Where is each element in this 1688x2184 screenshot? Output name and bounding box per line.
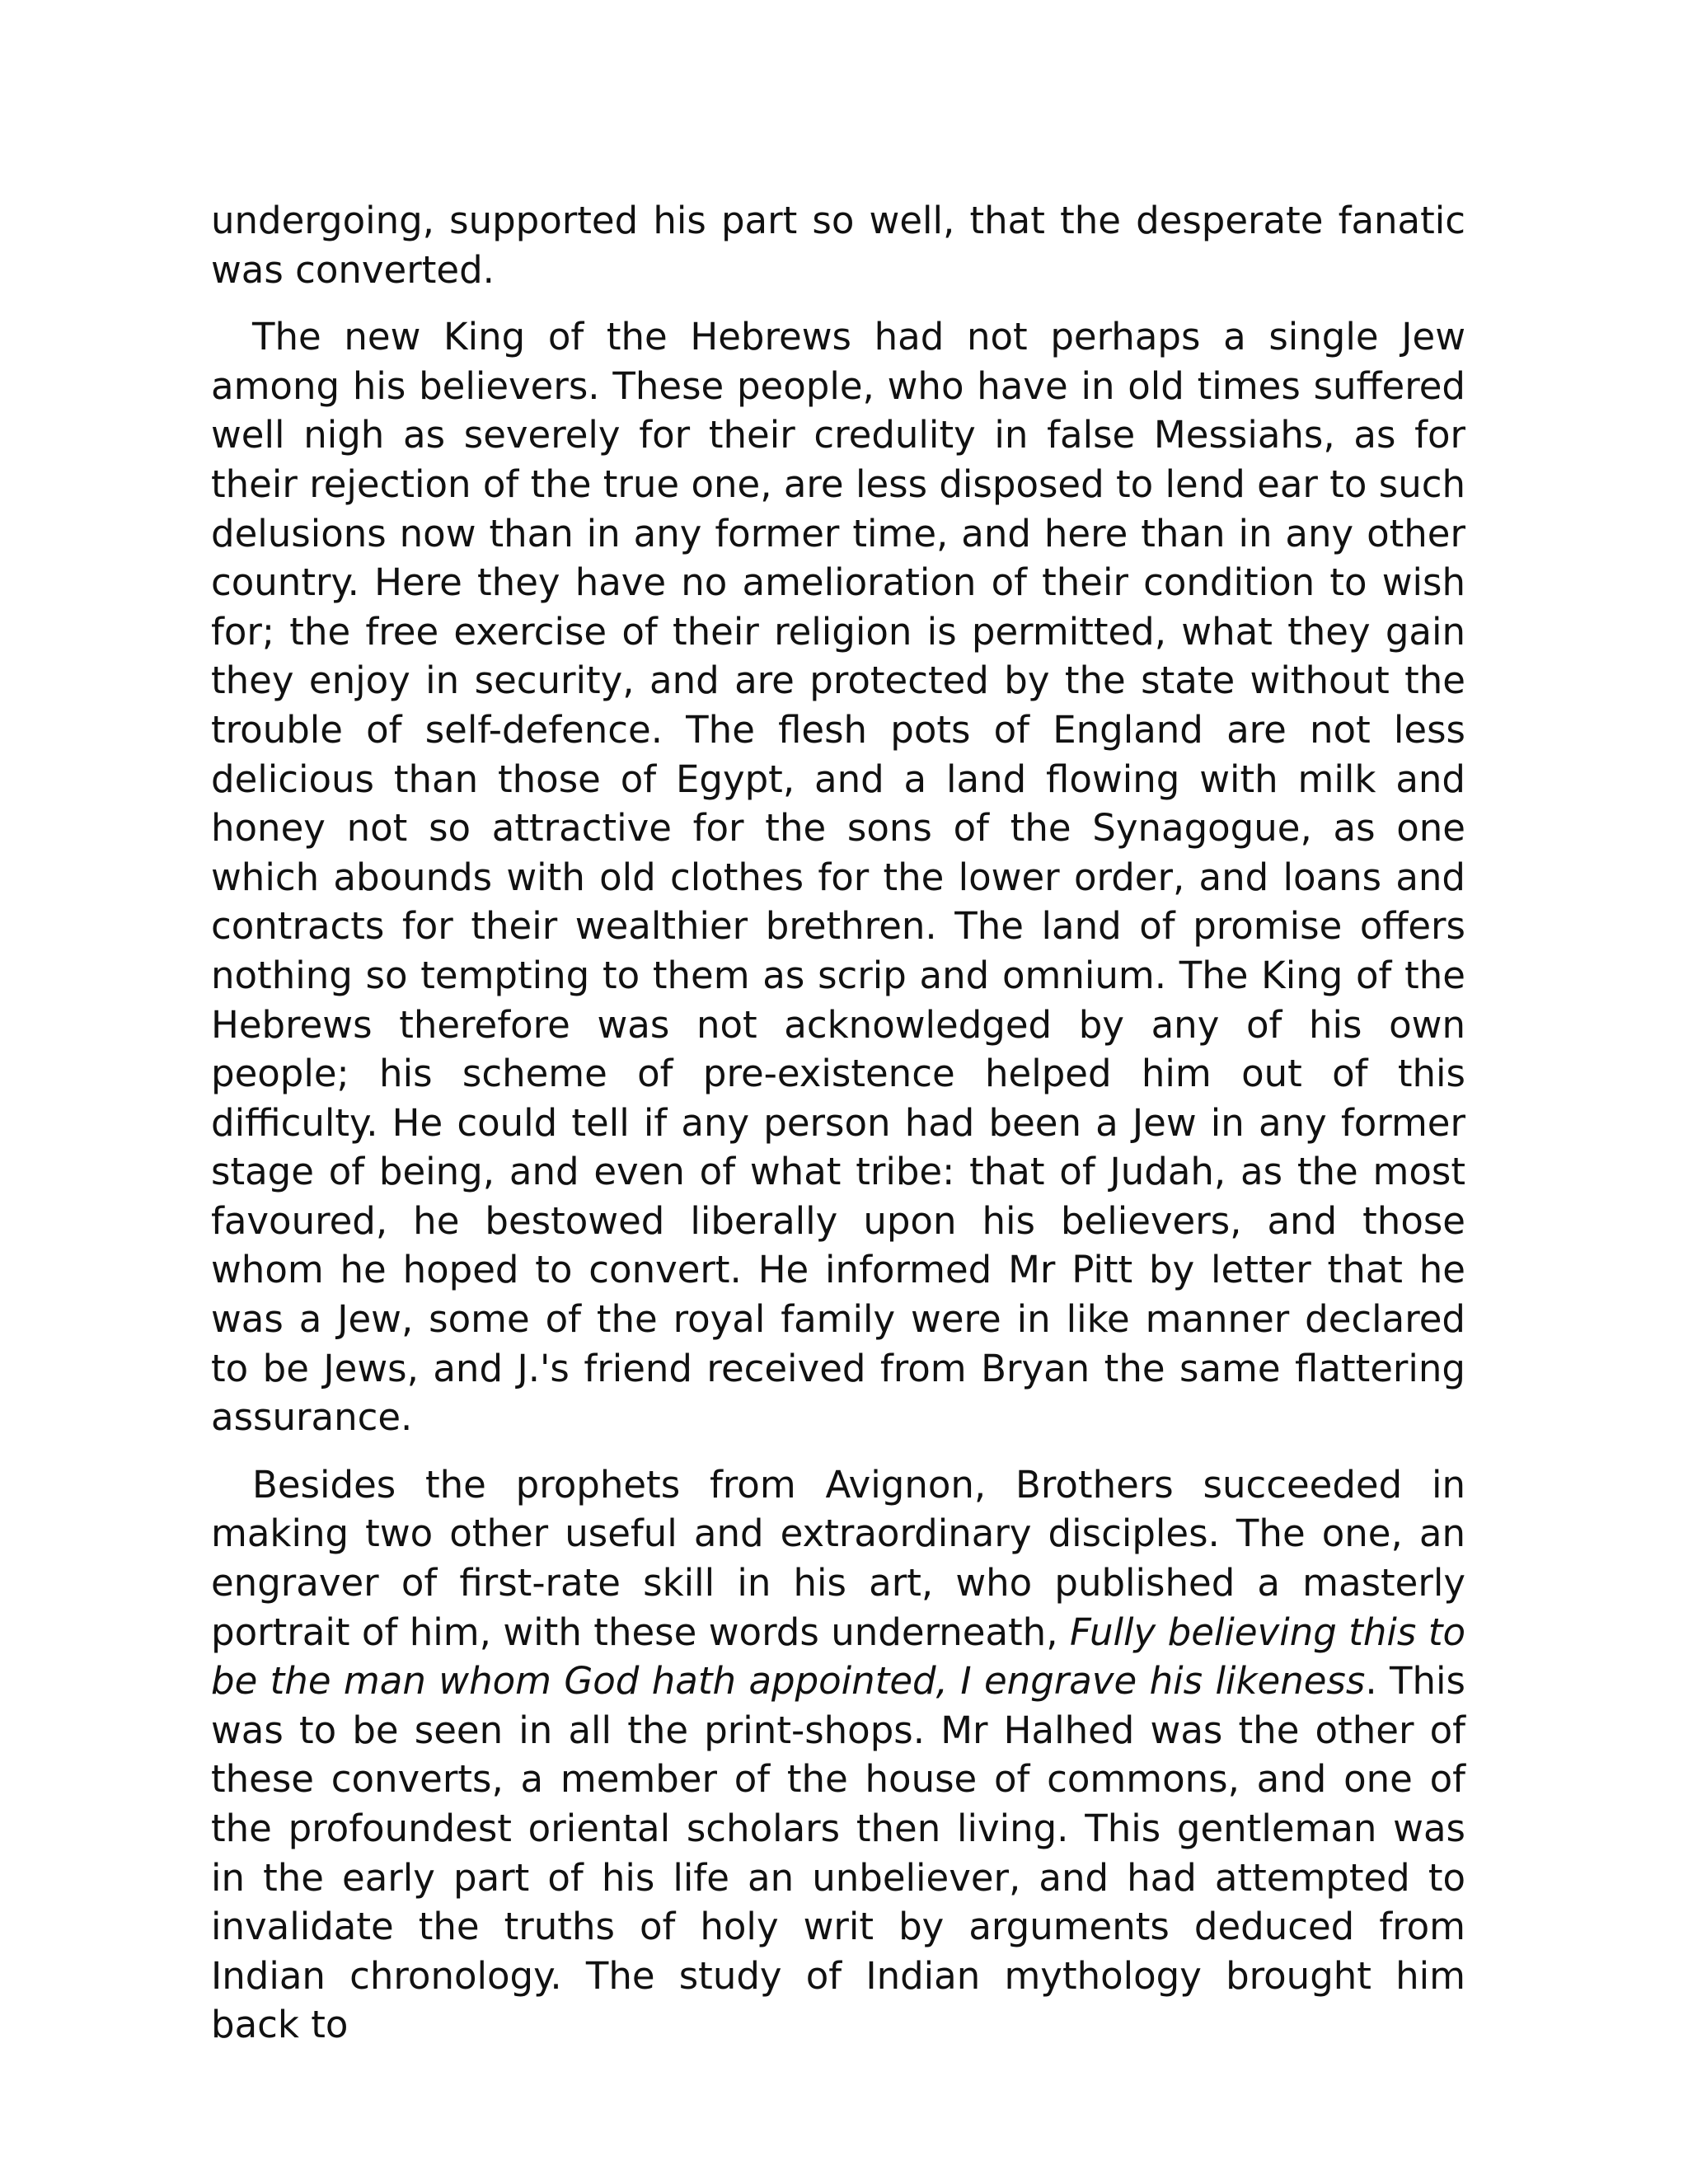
- paragraph-disciples: [211, 1460, 1465, 2050]
- paragraph-text-before-quote: Besides the prophets from Avignon, Brothers succeeded in making two other useful and extraordinary disciples. The one, an engraver of first-rate skill in his art, who published a masterly portrait of him, with these words underneath,: [211, 1462, 1465, 1654]
- paragraph-continuation: [211, 196, 1465, 294]
- paragraph-text: The new King of the Hebrews had not perhaps a single Jew among his believers. These people, who have in old times suffered well nigh as severely for their credulity in false Messiahs, as for their rejection of the true one, are less disposed to lend ear to such delusions now than in any former time, and here than in any other country. Here they have no amelioration of their condition to wish for; the free exercise of their religion is permitted, what they gain they enjoy in security, and are protected by the state without the trouble of self-defence. The flesh pots of England are not less delicious than those of Egypt, and a land flowing with milk and honey not so attractive for the sons of the Synagogue, as one which abounds with old clothes for the lower order, and loans and contracts for their wealthier brethren. The land of promise offers nothing so tempting to them as scrip and omnium. The King of the Hebrews therefore was not acknowledged by any of his own people; his scheme of pre-existence helped him out of this difficulty. He could tell if any person had been a Jew in any former stage of being, and even of what tribe: that of Judah, as the most favoured, he bestowed liberally upon his believers, and those whom he hoped to convert. He informed Mr Pitt by letter that he was a Jew, some of the royal family were in like manner declared to be Jews, and J.'s friend received from Bryan the same flattering assurance.: [211, 315, 1465, 1440]
- paragraph-king-of-hebrews: [211, 312, 1465, 1442]
- engraving-quote: Fully believing this to be the man whom God hath appointed, I engrave his likeness: [211, 1610, 1466, 1704]
- paragraph-text: undergoing, supported his part so well, that the desperate fanatic was converted.: [211, 199, 1465, 292]
- document-page: [211, 196, 1465, 2050]
- paragraph-text-after-quote: . This was to be seen in all the print-shops. Mr Halhed was the other of these converts, a member of the house of commons, and one of the profoundest oriental scholars then living. This gentleman was in the early part of his life an unbeliever, and had attempted to invalidate the truths of holy writ by arguments deduced from Indian chronology. The study of Indian mythology brought him back to: [211, 1659, 1465, 2047]
